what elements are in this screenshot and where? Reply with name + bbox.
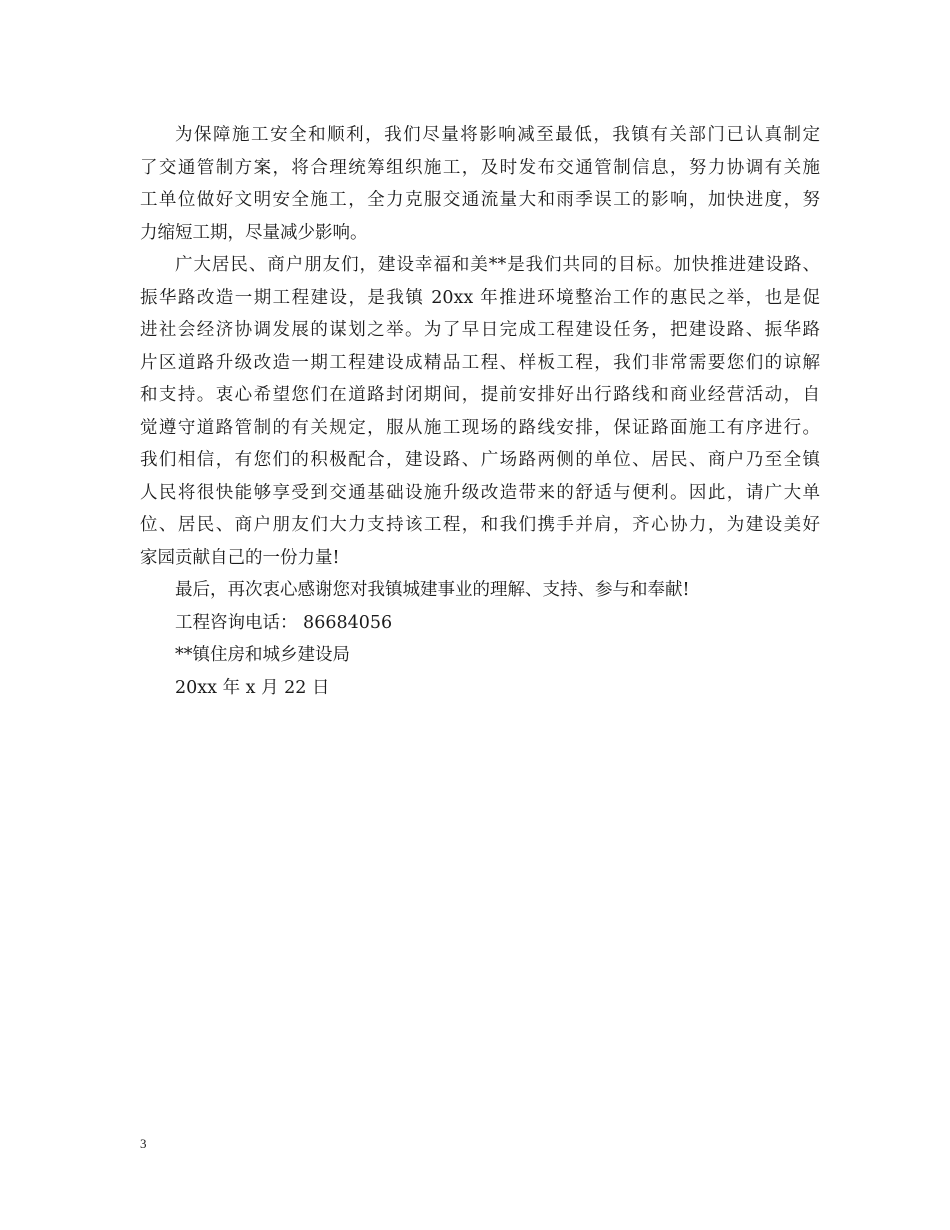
- issuing-authority: **镇住房和城乡建设局: [175, 645, 350, 665]
- paragraph-line: 觉遵守道路管制的有关规定，服从施工现场的路线安排，保证路面施工有序进行。: [140, 417, 820, 438]
- paragraph-3: [140, 574, 820, 607]
- document-date: 20xx 年 x 月 22 日: [175, 677, 330, 698]
- paragraph-1: [140, 119, 820, 249]
- paragraph-line: 人民将很快能够享受到交通基础设施升级改造带来的舒适与便利。因此，请广大单: [140, 482, 820, 503]
- page-number: 3: [140, 1136, 147, 1151]
- document-body: [140, 119, 820, 704]
- paragraph-line: 了交通管制方案，将合理统筹组织施工，及时发布交通管制信息，努力协调有关施: [140, 157, 820, 178]
- paragraph-line: 进社会经济协调发展的谋划之举。为了早日完成工程建设任务，把建设路、振华路: [140, 320, 820, 340]
- paragraph-line: 最后，再次衷心感谢您对我镇城建事业的理解、支持、参与和奉献!: [175, 580, 690, 600]
- paragraph-2: [140, 249, 820, 574]
- contact-phone: 工程咨询电话： 86684056: [175, 612, 393, 633]
- paragraph-line: 和支持。衷心希望您们在道路封闭期间，提前安排好出行路线和商业经营活动，自: [140, 385, 820, 405]
- paragraph-line: 位、居民、商户朋友们大力支持该工程，和我们携手并肩，齐心协力，为建设美好: [140, 515, 820, 535]
- paragraph-line: 片区道路升级改造一期工程建设成精品工程、样板工程，我们非常需要您们的谅解: [140, 352, 820, 373]
- paragraph-line: 我们相信，有您们的积极配合，建设路、广场路两侧的单位、居民、商户乃至全镇: [140, 450, 820, 470]
- paragraph-line: 为保障施工安全和顺利，我们尽量将影响减至最低，我镇有关部门已认真制定: [175, 125, 820, 145]
- paragraph-line: 工单位做好文明安全施工，全力克服交通流量大和雨季误工的影响，加快进度，努: [140, 190, 820, 210]
- paragraph-line: 振华路改造一期工程建设，是我镇 20xx 年推进环境整治工作的惠民之举，也是促: [140, 287, 820, 308]
- paragraph-line: 家园贡献自己的一份力量!: [140, 547, 340, 568]
- paragraph-line: 力缩短工期，尽量减少影响。: [140, 222, 368, 243]
- paragraph-line: 广大居民、商户朋友们，建设幸福和美**是我们共同的目标。加快推进建设路、: [175, 255, 820, 275]
